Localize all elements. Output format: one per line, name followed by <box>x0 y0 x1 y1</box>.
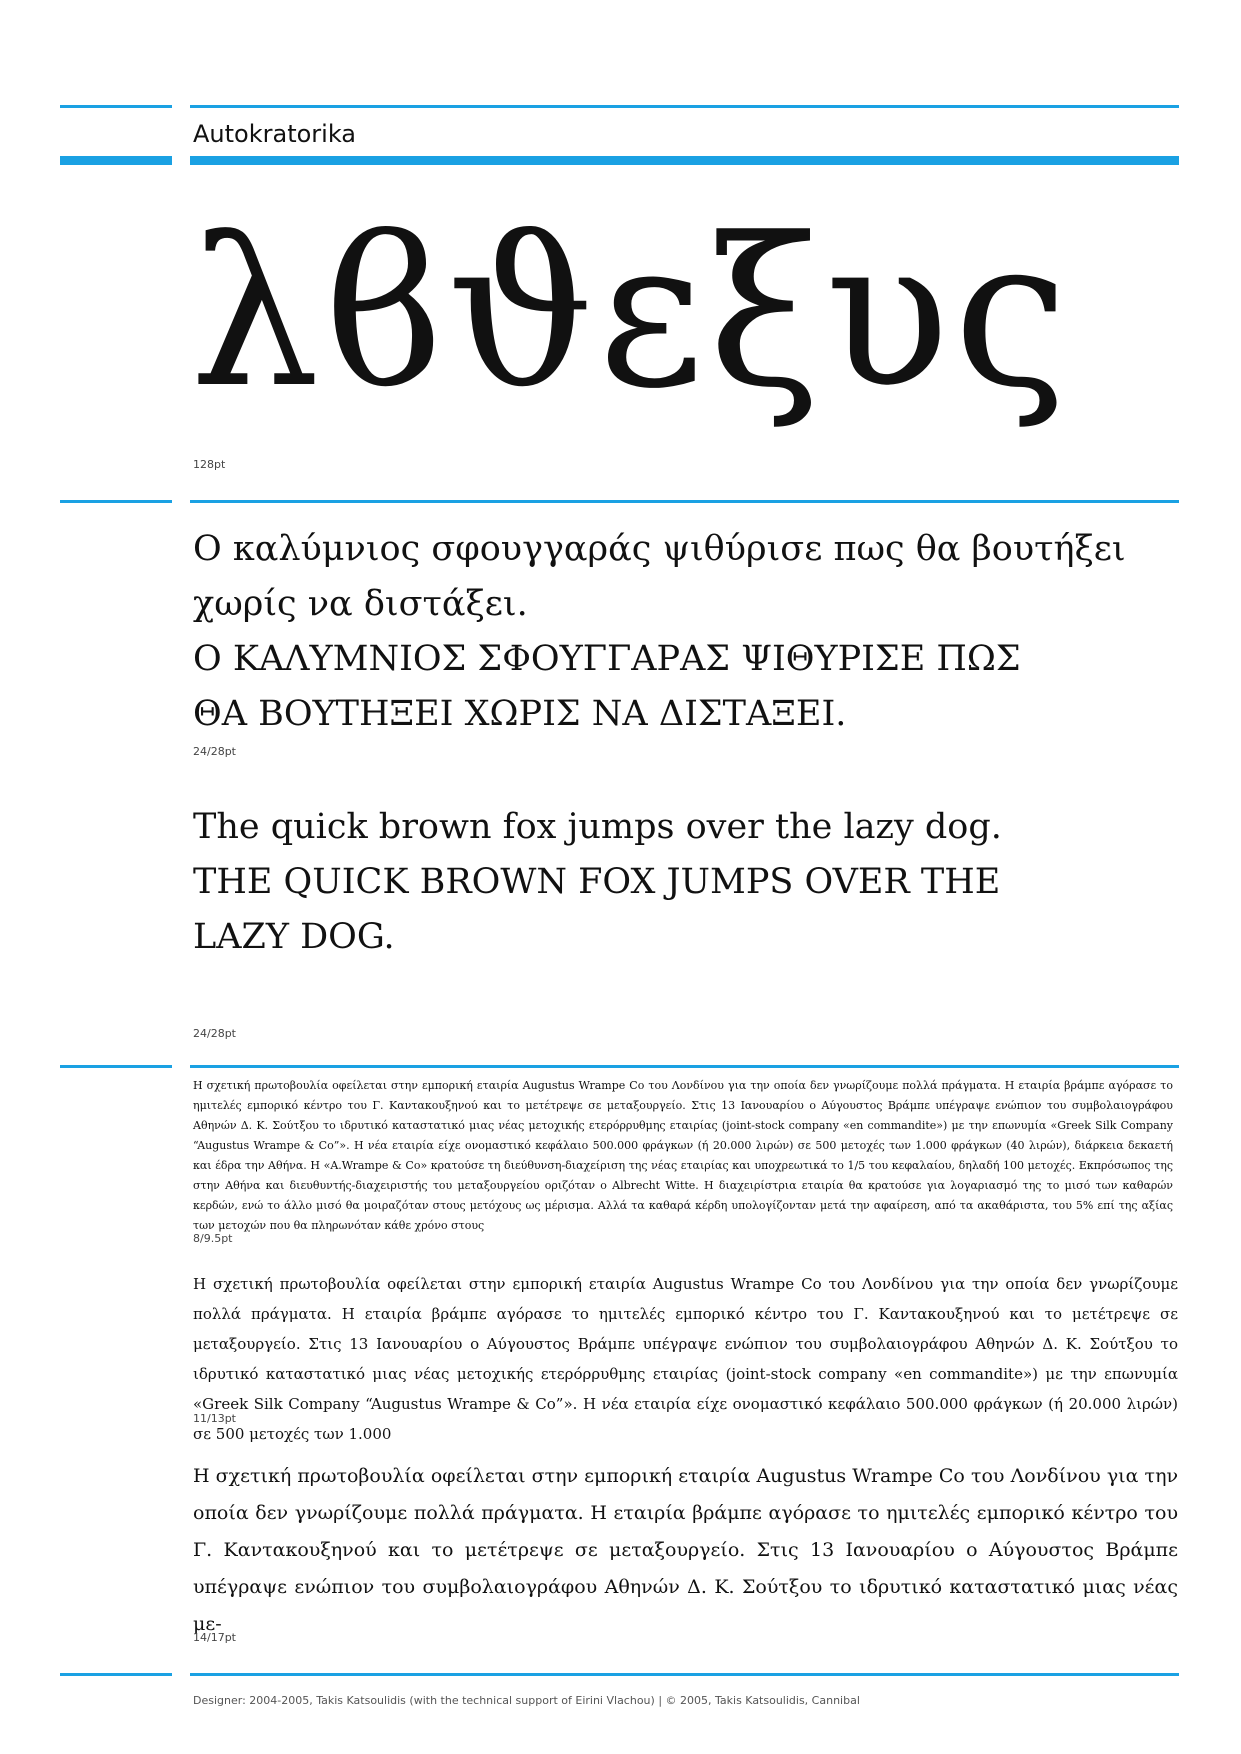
paragraph-11pt-size-label: 11/13pt <box>193 1412 236 1425</box>
font-name-title: Autokratorika <box>193 120 357 148</box>
paragraph-8pt-size-label: 8/9.5pt <box>193 1232 233 1245</box>
paragraph-14pt: Η σχετική πρωτοβουλία οφείλεται στην εμπορική εταιρία Augustus Wrampe Co του Λονδίνου για την οποία δεν γνωρίζουμε πολλά πράγματα. Η εταιρία βράμπε αγόρασε το ημιτελές εμπορικό κέντρο του Γ. Καντακουξηνού και το μετέτρεψε σε μεταξουργείο. Στις 13 Ιανουαρίου ο Αύγουστος Βράμπε υπέγραψε ενώπιον του συμβολαιογράφου Αθηνών Δ. Κ. Σούτξου το ιδρυτικό καταστατικό μιας νέας με- <box>193 1465 1178 1635</box>
greek-lower-line-2: χωρίς να διστάξει. <box>193 584 528 624</box>
latin-upper-line-2: LAZY DOG. <box>193 917 395 957</box>
header-rule-top-left <box>60 105 172 108</box>
footer-credits: Designer: 2004-2005, Takis Katsoulidis (with the technical support of Eirini Vlachou) | © 2005, Takis Katsoulidis, Cannibal <box>193 1694 860 1707</box>
latin-upper-line-1: THE QUICK BROWN FOX JUMPS OVER THE <box>193 862 1001 902</box>
greek-upper-line-1: Ο ΚΑΛΥΜΝΙΟΣ ΣΦΟΥΓΓΑΡΑΣ ΨΙΘΥΡΙΣΕ ΠΩΣ <box>193 639 1021 679</box>
latin-size-label: 24/28pt <box>193 1027 236 1040</box>
header-rule-bottom-left <box>60 156 172 165</box>
section-rule-2-left <box>60 1065 172 1068</box>
greek-upper-line-2: ΘΑ ΒΟΥΤΗΞΕΙ ΧΩΡΙΣ ΝΑ ΔΙΣΤΑΞΕΙ. <box>193 694 847 734</box>
section-rule-2-right <box>190 1065 1179 1068</box>
footer-rule-right <box>190 1673 1179 1676</box>
paragraph-8pt: Η σχετική πρωτοβουλία οφείλεται στην εμπορική εταιρία Augustus Wrampe Co του Λονδίνου για την οποία δεν γνωρίζουμε πολλά πράγματα. Η εταιρία βράμπε αγόρασε το ημιτελές εμπορικό κέντρο του Γ. Καντακουξηνού και το μετέτρεψε σε μεταξουργείο. Στις 13 Ιανουαρίου ο Αύγουστος Βράμπε υπέγραψε ενώπιον του συμβολαιογράφου Αθηνών Δ. Κ. Σούτξου το ιδρυτικό καταστατικό μιας νέας μετοχικής ετερόρρυθμης εταιρίας (joint-stock company «en commandite») με την επωνυμία «Greek Silk Company “Augustus Wrampe & Co”». Η νέα εταιρία είχε ονομαστικό κεφάλαιο 500.000 φράγκων (ή 20.000 λιρών) σε 500 μετοχές των 1.000 φράγκων (40 λιρών), διάρκεια δεκαετή και έδρα την Αθήνα. Η «A.Wrampe & Co» κρατούσε τη διεύθυνση-διαχείριση της νέας εταιρίας και υποχρεωτικά το 1/5 του κεφαλαίου, δηλαδή 100 μετοχές. Εκπρόσωπος της στην Αθήνα και διευθυντής-διαχειριστής του μεταξουργείου οριζόταν ο Albrecht Witte. Η διαχειρίστρια εταιρία θα κρατούσε για λογαριασμό της το μισό των καθαρών κερδών, ενώ το άλλο μισό θα μοιραζόταν στους μετόχους ως μέρισμα. Αλλά τα καθαρά κέρδη υπολογίζονταν μετά την αφαίρεση, από τα ακαθάριστα, του 5% επί της αξίας των μετοχών που θα πληρωνόταν κάθε χρόνο στους <box>193 1079 1173 1232</box>
header-rule-bottom-right <box>190 156 1179 165</box>
section-rule-1-left <box>60 500 172 503</box>
section-rule-1-right <box>190 500 1179 503</box>
hero-glyphs: λϐϑεξυς <box>190 195 1073 433</box>
paragraph-14pt-size-label: 14/17pt <box>193 1631 236 1644</box>
paragraph-11pt: Η σχετική πρωτοβουλία οφείλεται στην εμπορική εταιρία Augustus Wrampe Co του Λονδίνου για την οποία δεν γνωρίζουμε πολλά πράγματα. Η εταιρία βράμπε αγόρασε το ημιτελές εμπορικό κέντρο του Γ. Καντακουξηνού και το μετέτρεψε σε μεταξουργείο. Στις 13 Ιανουαρίου ο Αύγουστος Βράμπε υπέγραψε ενώπιον του συμβολαιογράφου Αθηνών Δ. Κ. Σούτξου το ιδρυτικό καταστατικό μιας νέας μετοχικής ετερόρρυθμης εταιρίας (joint-stock company «en commandite») με την επωνυμία «Greek Silk Company “Augustus Wrampe & Co”». Η νέα εταιρία είχε ονομαστικό κεφάλαιο 500.000 φράγκων (ή 20.000 λιρών) σε 500 μετοχές των 1.000 <box>193 1275 1178 1443</box>
footer-rule-left <box>60 1673 172 1676</box>
hero-size-label: 128pt <box>193 458 226 471</box>
latin-lower-line: The quick brown fox jumps over the lazy dog. <box>193 807 1002 847</box>
greek-size-label: 24/28pt <box>193 745 236 758</box>
header-rule-top-right <box>190 105 1179 108</box>
greek-lower-line-1: Ο καλύμνιος σφουγγαράς ψιθύρισε πως θα βουτήξει <box>193 529 1126 569</box>
